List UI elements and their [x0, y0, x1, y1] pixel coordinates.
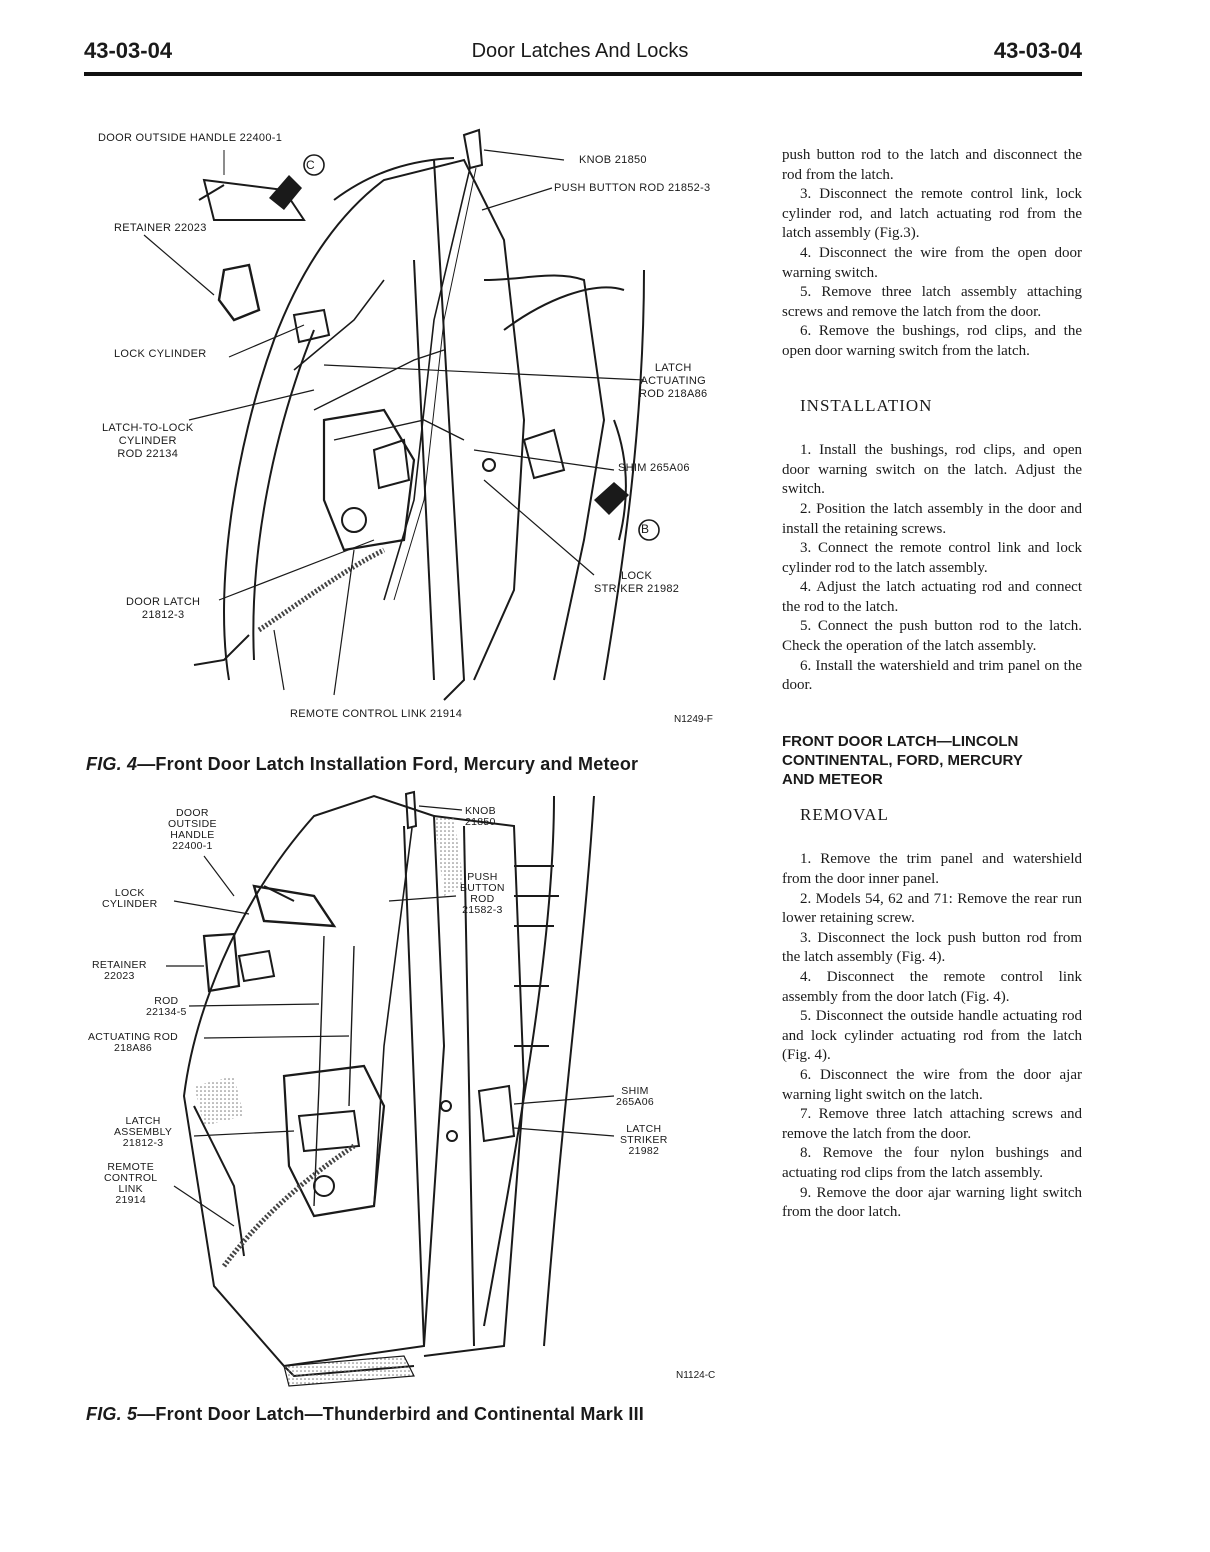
figure-5 [84, 786, 744, 1390]
removal-step-cont: 6. Remove the bushings, rod clips, and the open door warning switch from the latch. [782, 323, 1082, 359]
view-b-marker: B [641, 522, 650, 536]
removal-step: 8. Remove the four nylon bushings and actuating rod clips from the latch assembly. [782, 1145, 1082, 1181]
removal-step: 1. Remove the trim panel and watershield from the door inner panel. [782, 851, 1082, 888]
page-title: Door Latches And Locks [471, 40, 689, 62]
removal-step-cont: 5. Remove three latch assembly attaching screws and remove the latch from the door. [782, 284, 1082, 320]
intro-continued: push button rod to the latch and disconnect the rod from the latch. [782, 147, 1082, 183]
figure-4-caption: FIG. 4—Front Door Latch Installation Ford, Mercury and Meteor [86, 754, 639, 774]
removal-step: 2. Models 54, 62 and 71: Remove the rear run lower retaining screw. [782, 890, 1082, 927]
figure-4 [84, 120, 744, 740]
label-push-button-rod: PUSH BUTTON ROD 21852-3 [554, 182, 711, 194]
installation-step: 2. Position the latch assembly in the door and install the retaining screws. [782, 500, 1082, 537]
label-rod-5: ROD 22134-5 [146, 995, 187, 1018]
removal-step: 3. Disconnect the lock push button rod from the latch assembly (Fig. 4). [782, 929, 1082, 966]
label-door-outside-handle: DOOR OUTSIDE HANDLE 22400-1 [98, 132, 283, 144]
label-lock-cylinder-5: LOCK CYLINDER [102, 887, 158, 910]
label-latch-actuating-rod: LATCH ACTUATING ROD 218A86 [639, 362, 708, 400]
figure-5-number: N1124-C [676, 1370, 716, 1381]
removal-step: 7. Remove three latch attaching screws and remove the latch from the door. [782, 1106, 1082, 1142]
removal-step-cont: 4. Disconnect the wire from the open door warning switch. [782, 244, 1082, 281]
removal-step: 6. Disconnect the wire from the door ajar warning light switch on the latch. [782, 1066, 1082, 1103]
label-knob-5: KNOB 21850 [465, 805, 496, 828]
label-retainer-5: RETAINER 22023 [92, 959, 147, 982]
removal-step: 5. Disconnect the outside handle actuating rod and lock cylinder actuating rod from the latch (Fig. 4). [782, 1008, 1082, 1064]
label-knob: KNOB 21850 [579, 154, 647, 166]
figure-4-number: N1249-F [674, 714, 713, 725]
label-push-button-rod-5: PUSH BUTTON ROD 21582-3 [460, 871, 505, 916]
installation-step: 4. Adjust the latch actuating rod and connect the rod to the latch. [782, 579, 1082, 615]
label-latch-assembly-5: LATCH ASSEMBLY 21812-3 [114, 1115, 173, 1149]
label-lock-cylinder: LOCK CYLINDER [114, 348, 207, 360]
label-latch-striker-5: LATCH STRIKER 21982 [620, 1123, 668, 1157]
view-c-marker: C [306, 158, 315, 172]
page-number-left: 43-03-04 [84, 38, 173, 63]
label-actuating-rod-5: ACTUATING ROD 218A86 [88, 1031, 179, 1054]
removal-step-cont: 3. Disconnect the remote control link, lock cylinder rod, and latch actuating rod from the latch assembly (Fig.3). [782, 186, 1082, 242]
removal-step: 4. Disconnect the remote control link assembly from the door latch (Fig. 4). [782, 969, 1082, 1005]
label-door-outside-handle-5: DOOR OUTSIDE HANDLE 22400-1 [168, 807, 217, 852]
label-latch-to-lock-cylinder-rod: LATCH-TO-LOCK CYLINDER ROD 22134 [102, 422, 194, 460]
label-remote-control-link-5: REMOTE CONTROL LINK 21914 [104, 1161, 158, 1206]
label-shim-5: SHIM 265A06 [616, 1085, 655, 1108]
installation-step: 5. Connect the push button rod to the latch. Check the operation of the latch assembly. [782, 618, 1082, 655]
header-rule [84, 72, 1082, 76]
installation-heading: INSTALLATION [800, 395, 933, 415]
removal-step: 9. Remove the door ajar warning light switch from the door latch. [782, 1184, 1082, 1221]
section-heading: FRONT DOOR LATCH—LINCOLN CONTINENTAL, FORD, MERCURY AND METEOR [782, 732, 1023, 788]
removal-heading: REMOVAL [800, 804, 889, 824]
text-column [782, 146, 1082, 1223]
installation-step: 6. Install the watershield and trim panel on the door. [782, 657, 1082, 694]
label-lock-striker: LOCK STRIKER 21982 [594, 570, 680, 595]
page-number-right: 43-03-04 [993, 38, 1082, 63]
installation-step: 3. Connect the remote control link and lock cylinder rod to the latch assembly. [782, 540, 1082, 576]
label-remote-control-link: REMOTE CONTROL LINK 21914 [290, 708, 463, 720]
label-door-latch: DOOR LATCH 21812-3 [126, 596, 201, 621]
figure-5-caption: FIG. 5—Front Door Latch—Thunderbird and Continental Mark III [86, 1404, 645, 1424]
installation-step: 1. Install the bushings, rod clips, and open door warning switch on the latch. Adjust the switch. [782, 442, 1082, 498]
label-retainer: RETAINER 22023 [114, 222, 207, 234]
label-shim: SHIM 265A06 [618, 462, 690, 474]
